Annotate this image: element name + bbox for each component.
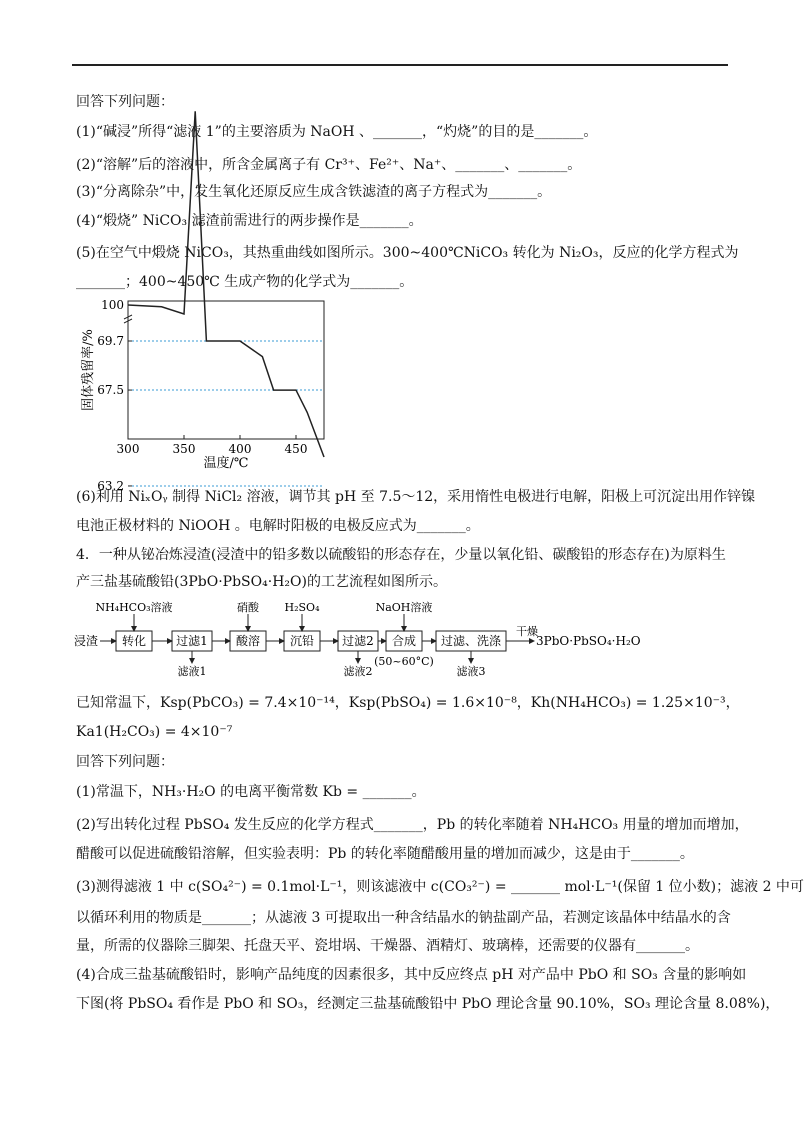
flow-reagent: 硝酸 — [237, 601, 259, 614]
y-axis-label: 固体残留率/% — [81, 329, 96, 411]
text-line: (3)测得滤液 1 中 c(SO₄²⁻) = 0.1mol·L⁻¹，则该滤液中 c(CO₃²⁻) = _______ mol·L⁻¹(保留 1 位小数)；滤液 2 中可 — [76, 879, 804, 895]
flow-reagent: H₂SO₄ — [284, 601, 320, 614]
text-line: 下图(将 PbSO₄ 看作是 PbO 和 SO₃，经测定三盐基硫酸铅中 PbO 理论含量 90.10%，SO₃ 理论含量 8.08%)， — [76, 996, 780, 1012]
text-line: (2)“溶解”后的溶液中，所含金属离子有 Cr³⁺、Fe²⁺、Na⁺、_______、_______。 — [76, 157, 582, 173]
text-line: (4)合成三盐基硫酸铅时，影响产品纯度的因素很多，其中反应终点 pH 对产品中 PbO 和 SO₃ 含量的影响如 — [76, 967, 747, 983]
flow-filtrate: 滤液2 — [343, 665, 373, 678]
y-tick-label: 69.7 — [97, 334, 124, 348]
flow-step: 转化 — [121, 634, 147, 648]
thermogravimetric-chart — [72, 293, 332, 493]
text-line: 以循环利用的物质是_______；从滤液 3 可提取出一种含结晶水的钠盐副产品，若测定该晶体中结晶水的含 — [76, 910, 731, 926]
text-line: 量，所需的仪器除三脚架、托盘天平、瓷坩埚、干燥器、酒精灯、玻璃棒，还需要的仪器有_______。 — [76, 938, 699, 954]
flow-step: 酸溶 — [235, 634, 261, 648]
text-line: (2)写出转化过程 PbSO₄ 发生反应的化学方程式_______，Pb 的转化率随着 NH₄HCO₃ 用量的增加而增加， — [76, 817, 749, 833]
text-line: 电池正极材料的 NiOOH 。电解时阳极的电极反应式为_______。 — [76, 518, 480, 534]
y-tick-label: 63.2 — [97, 478, 124, 493]
text-line: 回答下列问题： — [76, 754, 174, 770]
flow-reagent: NH₄HCO₃溶液 — [95, 601, 173, 614]
text-line: 产三盐基硫酸铅(3PbO·PbSO₄·H₂O)的工艺流程如图所示。 — [76, 574, 447, 590]
text-line: 已知常温下，Ksp(PbCO₃) = 7.4×10⁻¹⁴，Ksp(PbSO₄) = 1.6×10⁻⁸，Kh(NH₄HCO₃) = 1.25×10⁻³， — [76, 695, 740, 711]
text-line: 回答下列问题： — [76, 94, 174, 110]
x-tick-label: 400 — [228, 442, 252, 456]
flow-filtrate: 滤液1 — [177, 665, 207, 678]
text-line: (5)在空气中煅烧 NiCO₃，其热重曲线如图所示。300~400℃NiCO₃ 转化为 Ni₂O₃，反应的化学方程式为 — [76, 245, 739, 261]
x-tick-label: 450 — [284, 442, 308, 456]
flow-step: 过滤1 — [176, 634, 208, 648]
text-line: (6)利用 NiₓOᵧ 制得 NiCl₂ 溶液，调节其 pH 至 7.5～12，采用惰性电极进行电解，阳极上可沉淀出用作锌镍 — [76, 489, 756, 505]
x-axis-label: 温度/℃ — [203, 456, 249, 471]
x-tick-label: 350 — [172, 442, 196, 456]
text-line: (4)“煅烧” NiCO₃ 滤渣前需进行的两步操作是_______。 — [76, 213, 423, 229]
flow-step: 过滤、洗涤 — [440, 634, 502, 648]
y-tick-label: 100 — [101, 298, 124, 312]
text-line: Ka1(H₂CO₃) = 4×10⁻⁷ — [76, 724, 233, 740]
flow-condition: (50~60°C) — [374, 655, 434, 668]
top-rule — [72, 64, 728, 66]
flow-dry: 干燥 — [516, 625, 538, 638]
flow-input: 浸渣 — [74, 634, 99, 648]
y-tick-label: 67.5 — [97, 383, 124, 398]
text-line: (1)“碱浸”所得“滤液 1”的主要溶质为 NaOH 、_______，“灼烧”的目的是_______。 — [76, 124, 598, 140]
text-line: 醋酸可以促进硫酸铅溶解，但实验表明：Pb 的转化率随醋酸用量的增加而减少，这是由于_______。 — [76, 846, 694, 862]
flow-step: 合成 — [391, 634, 417, 648]
chart-frame — [128, 301, 324, 439]
text-line: (3)“分离除杂”中，发生氧化还原反应生成含铁滤渣的离子方程式为_______。 — [76, 184, 552, 200]
process-flowchart — [70, 601, 670, 679]
flow-filtrate: 滤液3 — [456, 665, 486, 678]
flow-reagent: NaOH溶液 — [375, 601, 433, 614]
x-tick-label: 300 — [116, 442, 140, 456]
text-line: (1)常温下，NH₃·H₂O 的电离平衡常数 Kb = _______。 — [76, 784, 426, 800]
text-line: _______；400~450℃ 生成产物的化学式为_______。 — [76, 274, 414, 290]
flow-product: 3PbO·PbSO₄·H₂O — [536, 634, 641, 648]
flow-step: 沉铅 — [289, 634, 315, 648]
text-line: 4．一种从铋冶炼浸渣(浸渣中的铅多数以硫酸铅的形态存在，少量以氧化铅、碳酸铅的形态存在)为原料生 — [76, 547, 726, 563]
flow-step: 过滤2 — [342, 634, 374, 648]
